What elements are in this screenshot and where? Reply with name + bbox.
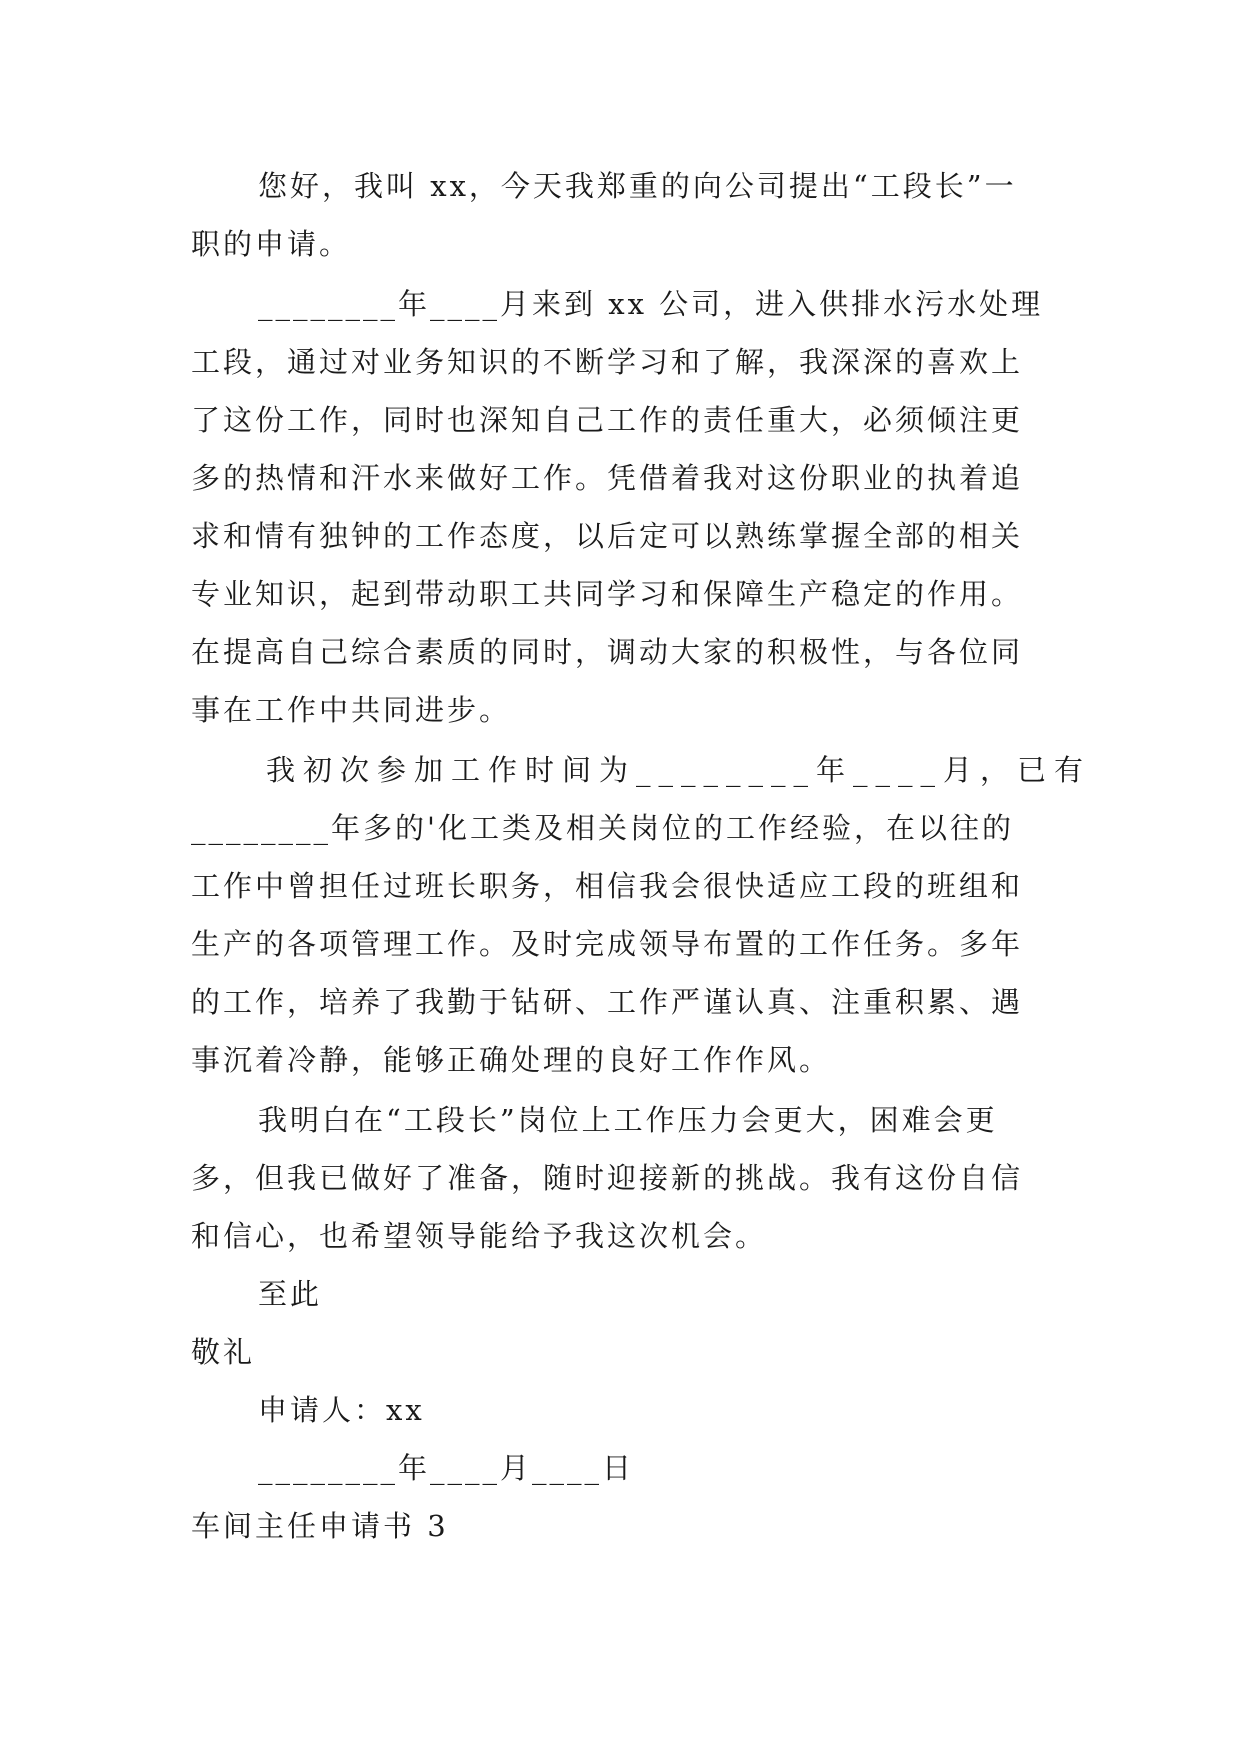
closing-phrase: 至此: [258, 1277, 323, 1311]
body-line: 多的热情和汗水来做好工作。凭借着我对这份职业的执着追: [191, 461, 1024, 495]
body-line: ________年____月来到 xx 公司，进入供排水污水处理: [258, 287, 1044, 321]
body-line: 职的申请。: [191, 227, 352, 261]
body-line: 多，但我已做好了准备，随时迎接新的挑战。我有这份自信: [191, 1161, 1024, 1195]
body-line: 工段，通过对业务知识的不断学习和了解，我深深的喜欢上: [191, 345, 1024, 379]
section-heading: 车间主任申请书 3: [191, 1509, 449, 1543]
body-line: ________年多的'化工类及相关岗位的工作经验，在以往的: [191, 811, 1014, 845]
body-line: 我初次参加工作时间为________年____月，已有: [266, 753, 1092, 787]
body-line: 事沉着冷静，能够正确处理的良好工作作风。: [191, 1043, 832, 1077]
body-line: 专业知识，起到带动职工共同学习和保障生产稳定的作用。: [191, 577, 1024, 611]
body-line: 工作中曾担任过班长职务，相信我会很快适应工段的班组和: [191, 869, 1024, 903]
body-line: 您好，我叫 xx，今天我郑重的向公司提出“工段长”一: [258, 169, 1017, 203]
signer-line: 申请人：xx: [258, 1393, 425, 1427]
body-line: 事在工作中共同进步。: [191, 693, 512, 727]
date-line: ________年____月____日: [258, 1451, 635, 1485]
body-line: 生产的各项管理工作。及时完成领导布置的工作任务。多年: [191, 927, 1024, 961]
salutation: 敬礼: [191, 1335, 256, 1369]
body-line: 求和情有独钟的工作态度，以后定可以熟练掌握全部的相关: [191, 519, 1024, 553]
body-line: 了这份工作，同时也深知自己工作的责任重大，必须倾注更: [191, 403, 1024, 437]
body-line: 在提高自己综合素质的同时，调动大家的积极性，与各位同: [191, 635, 1024, 669]
body-line: 和信心，也希望领导能给予我这次机会。: [191, 1219, 768, 1253]
body-line: 的工作，培养了我勤于钻研、工作严谨认真、注重积累、遇: [191, 985, 1024, 1019]
body-line: 我明白在“工段长”岗位上工作压力会更大，困难会更: [258, 1103, 998, 1137]
